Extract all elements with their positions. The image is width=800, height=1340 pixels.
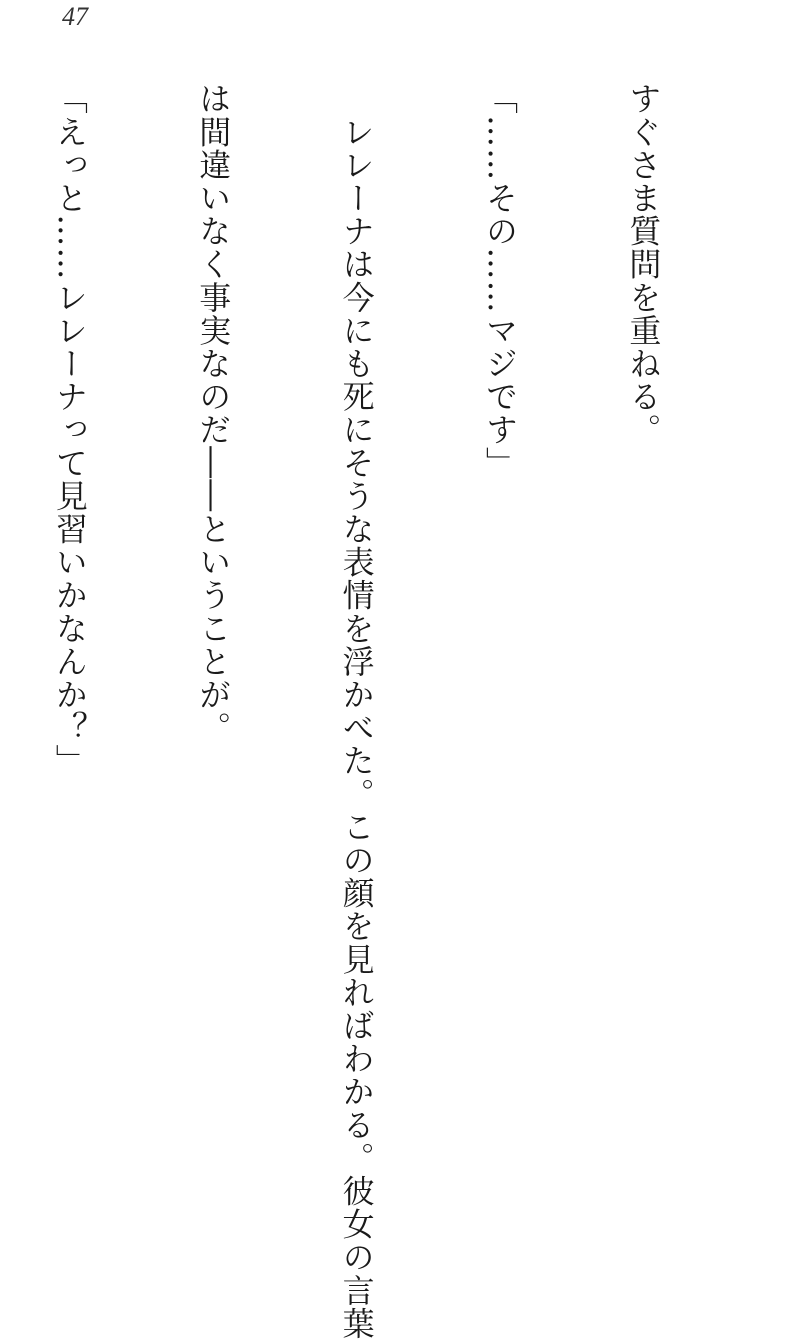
text-line: 「えっと……レレーナって見習いかなんか？」 xyxy=(50,82,89,778)
text-line: すぐさま質問を重ねる。 xyxy=(624,82,663,447)
page-number: 47 xyxy=(62,2,88,31)
vertical-text-body xyxy=(0,82,762,1340)
text-line: は間違いなく事実なのだ――ということが。 xyxy=(194,82,233,744)
text-line: レレーナは今にも死にそうな表情を浮かべた。この顔を見ればわかる。彼女の言葉 xyxy=(337,82,376,1340)
text-line: 「……その……マジです」 xyxy=(481,82,520,480)
